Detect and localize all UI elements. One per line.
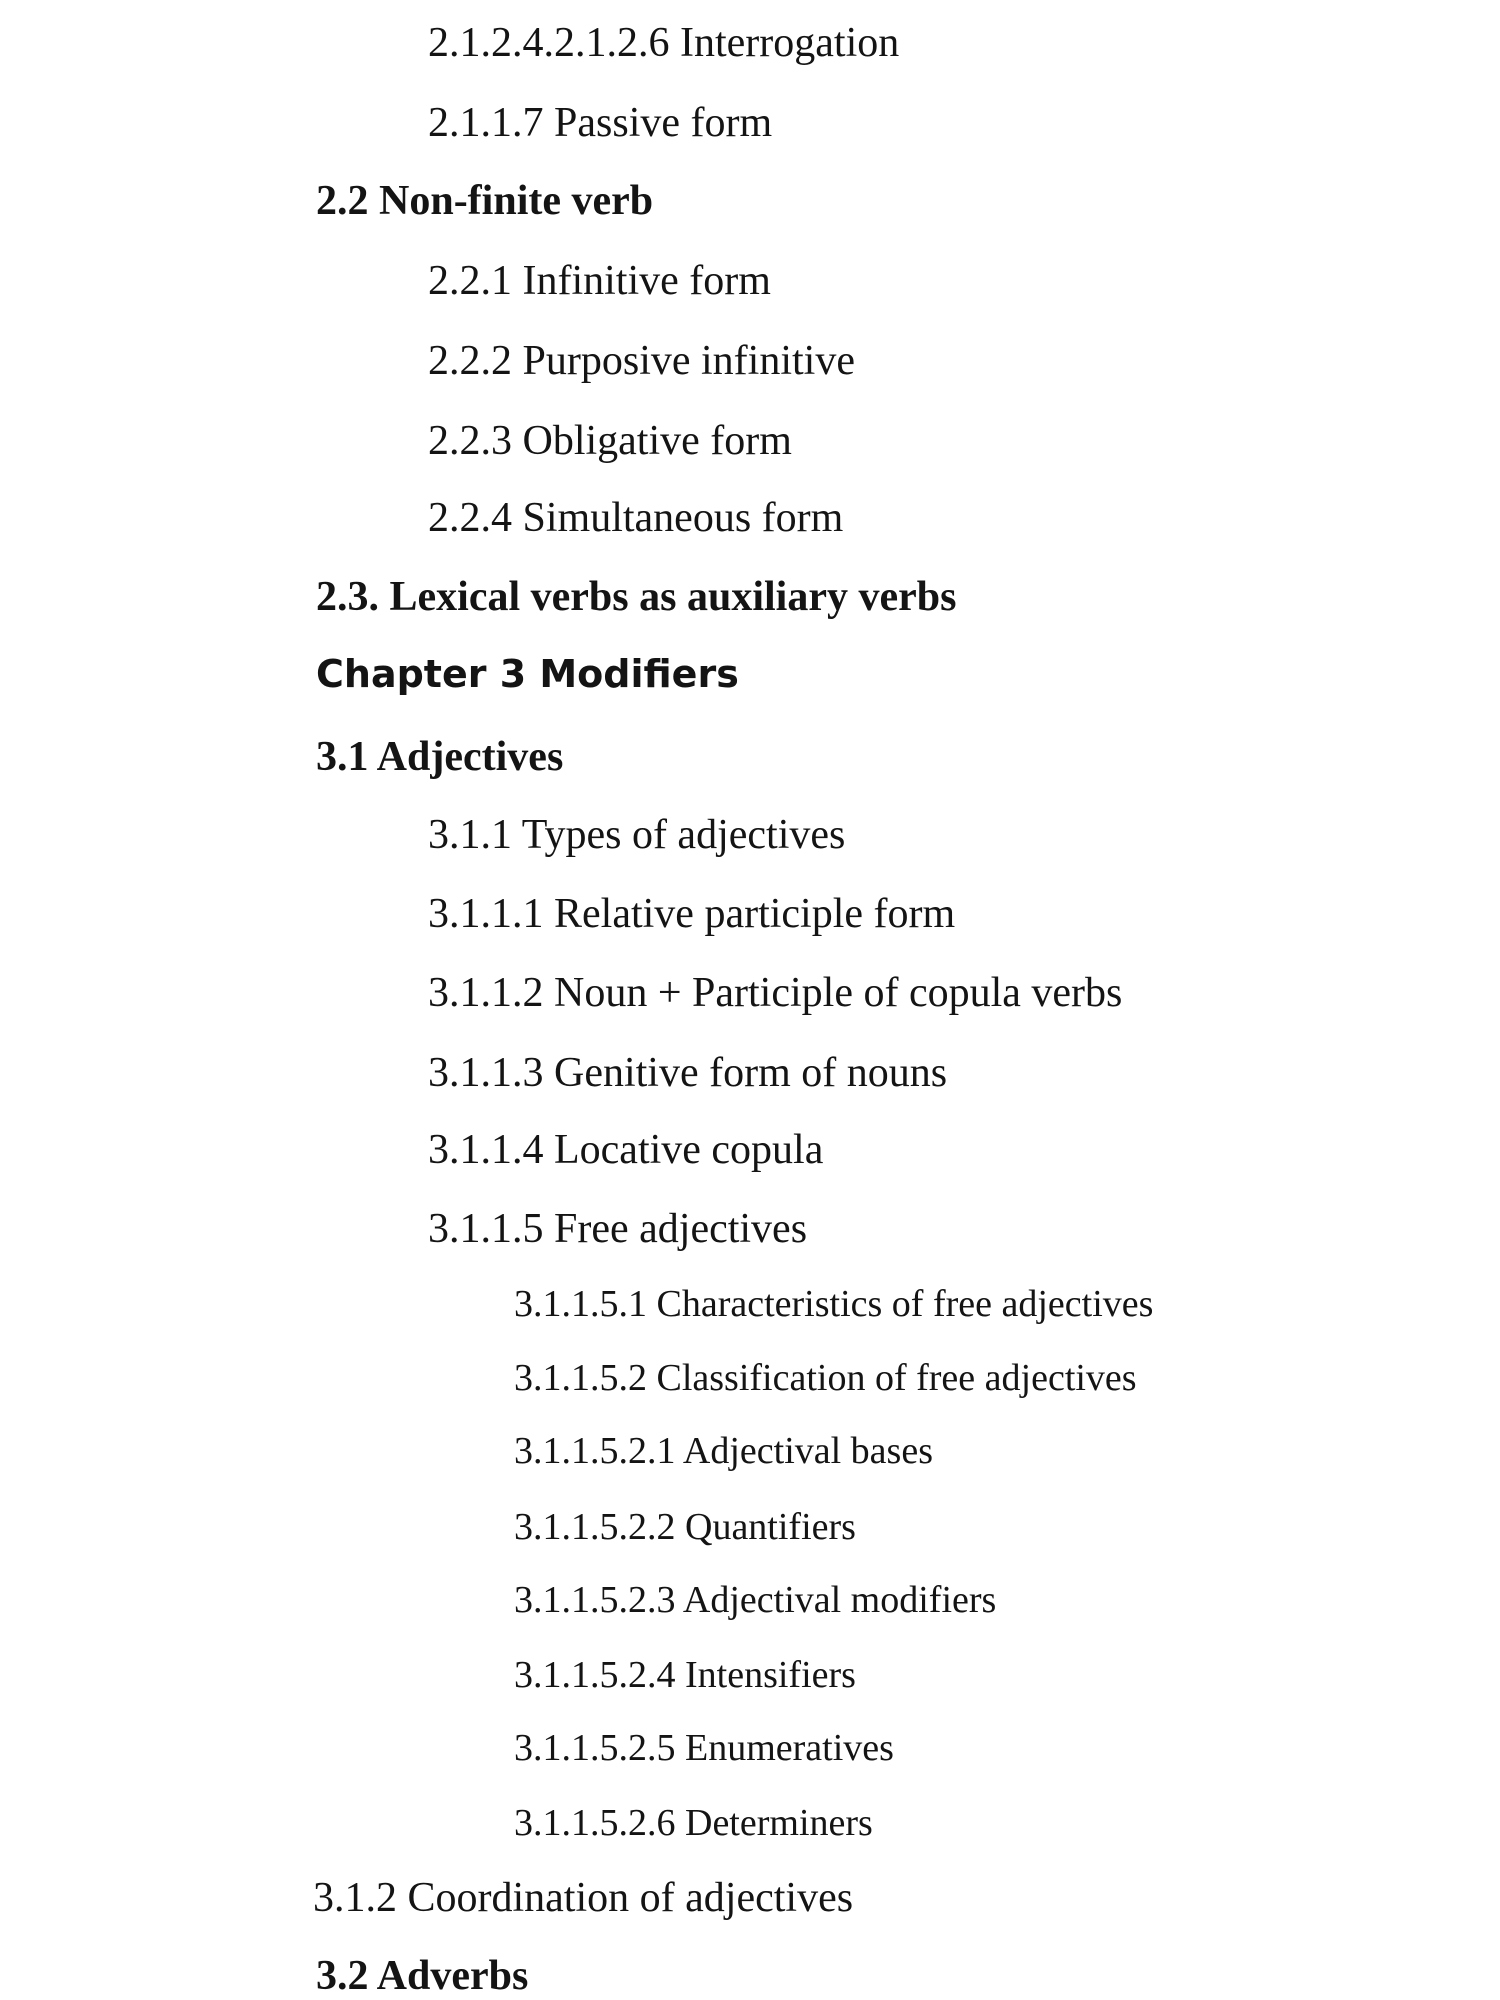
toc-section-3-1: 3.1 Adjectives	[316, 734, 564, 780]
toc-entry-3-1-1-5-2-1: 3.1.1.5.2.1 Adjectival bases	[514, 1430, 933, 1472]
toc-entry-3-1-1-5-2-4: 3.1.1.5.2.4 Intensifiers	[514, 1654, 856, 1696]
toc-entry-3-1-1-5-2-6: 3.1.1.5.2.6 Determiners	[514, 1802, 873, 1844]
toc-entry-3-1-1-5-1: 3.1.1.5.1 Characteristics of free adjectives	[514, 1283, 1154, 1325]
toc-section-3-2: 3.2 Adverbs	[316, 1953, 529, 1999]
toc-entry-3-1-1-2: 3.1.1.2 Noun + Participle of copula verbs	[428, 970, 1123, 1016]
toc-section-2-2: 2.2 Non-finite verb	[316, 178, 654, 224]
toc-entry-3-1-1-5-2-5: 3.1.1.5.2.5 Enumeratives	[514, 1727, 894, 1769]
toc-section-2-3: 2.3. Lexical verbs as auxiliary verbs	[316, 574, 957, 620]
toc-entry-3-1-2: 3.1.2 Coordination of adjectives	[313, 1875, 854, 1921]
toc-chapter-3: Chapter 3 Modifiers	[316, 652, 739, 696]
toc-entry-2-2-1: 2.2.1 Infinitive form	[428, 258, 771, 304]
toc-entry-3-1-1-5: 3.1.1.5 Free adjectives	[428, 1206, 808, 1252]
toc-entry-2-1-2-4-2-1-2-6: 2.1.2.4.2.1.2.6 Interrogation	[428, 20, 900, 66]
toc-entry-3-1-1-5-2-2: 3.1.1.5.2.2 Quantifiers	[514, 1506, 856, 1548]
toc-entry-3-1-1-1: 3.1.1.1 Relative participle form	[428, 891, 956, 937]
toc-entry-3-1-1-4: 3.1.1.4 Locative copula	[428, 1127, 824, 1173]
toc-entry-3-1-1: 3.1.1 Types of adjectives	[428, 812, 846, 858]
toc-entry-2-2-4: 2.2.4 Simultaneous form	[428, 495, 844, 541]
toc-entry-3-1-1-5-2-3: 3.1.1.5.2.3 Adjectival modifiers	[514, 1579, 997, 1621]
toc-entry-2-2-3: 2.2.3 Obligative form	[428, 418, 792, 464]
toc-entry-3-1-1-5-2: 3.1.1.5.2 Classification of free adjectives	[514, 1357, 1137, 1399]
toc-entry-2-2-2: 2.2.2 Purposive infinitive	[428, 338, 855, 384]
toc-entry-2-1-1-7: 2.1.1.7 Passive form	[428, 100, 773, 146]
toc-entry-3-1-1-3: 3.1.1.3 Genitive form of nouns	[428, 1050, 948, 1096]
